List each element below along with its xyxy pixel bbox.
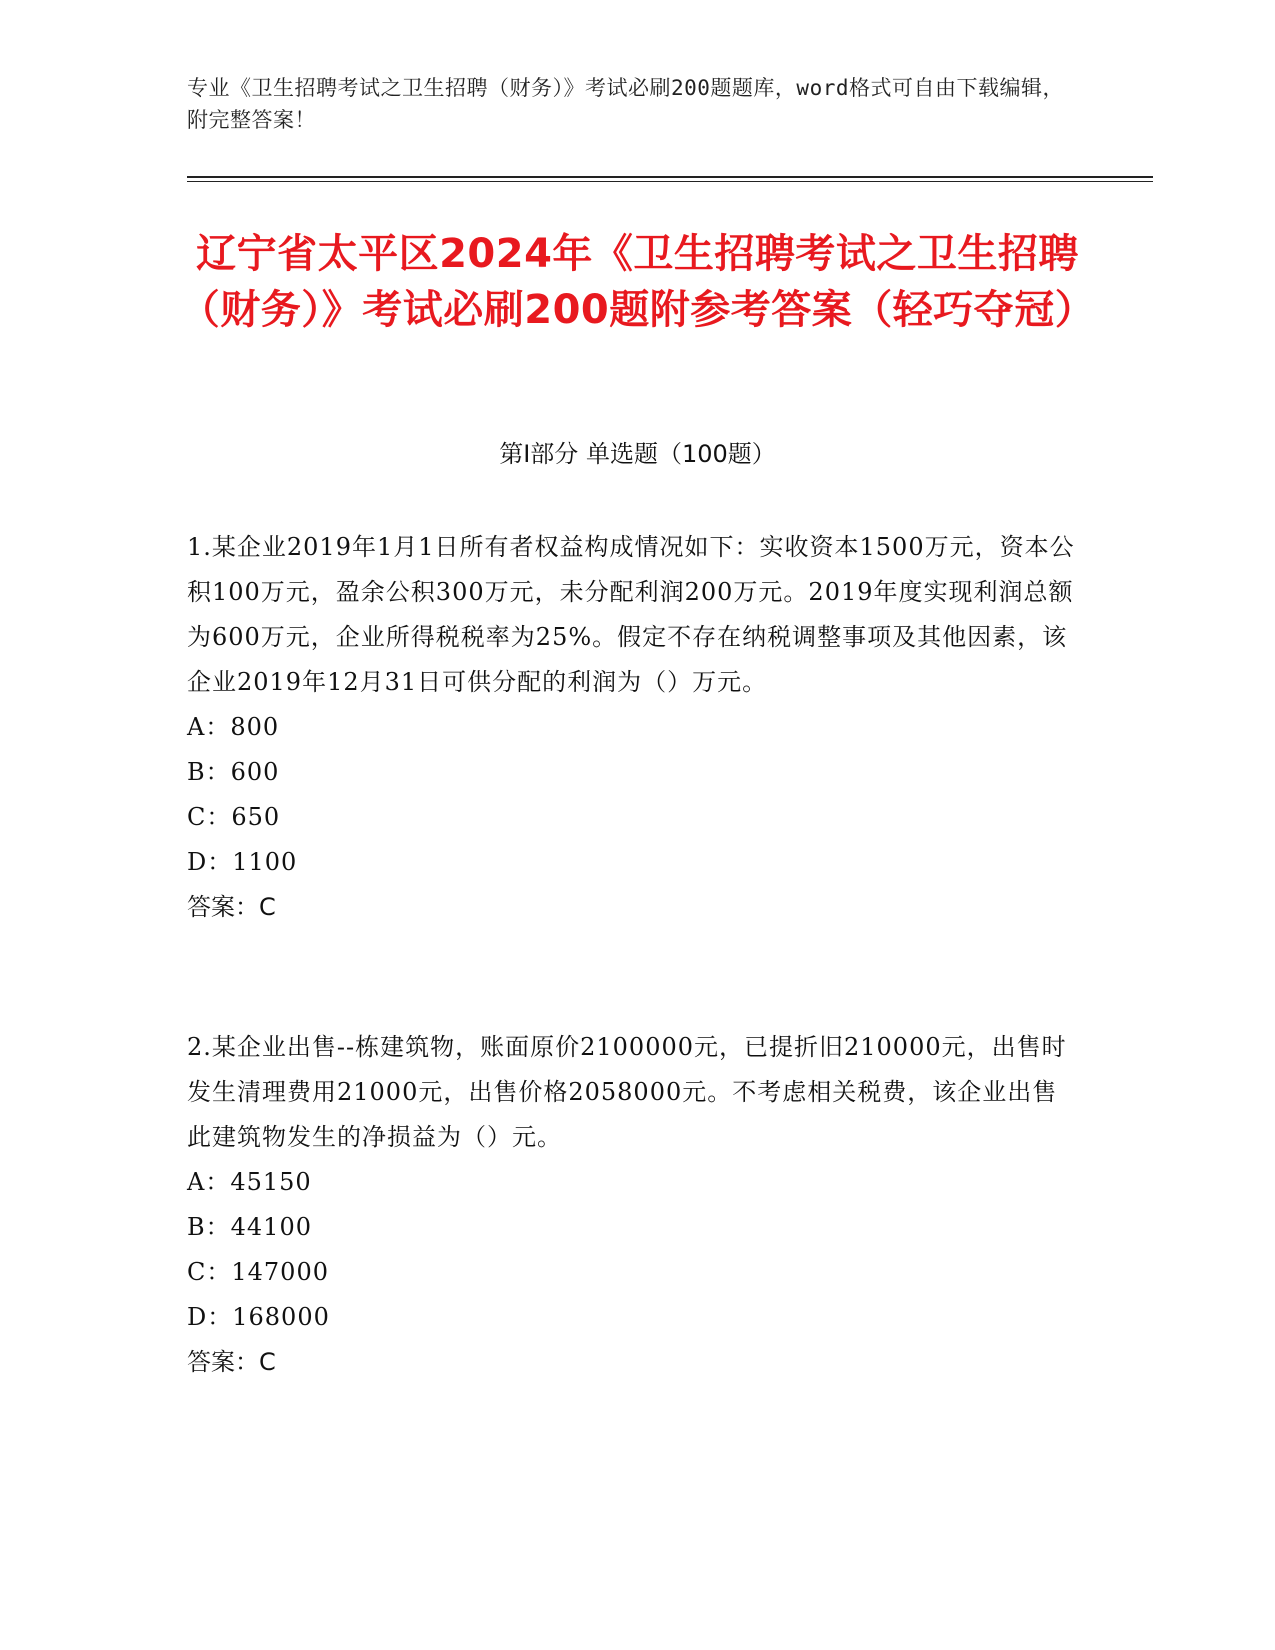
answer-line: 答案：C — [187, 1348, 276, 1376]
option-c: C：650 — [187, 803, 281, 831]
option-a: A：800 — [187, 713, 280, 741]
question-stem: 1.某企业2019年1月1日所有者权益构成情况如下：实收资本1500万元，资本公积100万元，盈余公积300万元，未分配利润200万元。2019年度实现利润总额为600万元，企业所得税税率为25%。假定不存在纳税调整事项及其他因素，该企业2019年12月31日可供分配的利润为（）万元。 — [187, 533, 1075, 696]
header-note: 专业《卫生招聘考试之卫生招聘（财务）》考试必刷200题题库，word格式可自由下载编辑，附完整答案！ — [187, 76, 1064, 132]
question-1 — [187, 525, 1077, 930]
document-title: 辽宁省太平区2024年《卫生招聘考试之卫生招聘（财务）》考试必刷200题附参考答案（轻巧夺冠） — [179, 231, 1096, 333]
option-c: C：147000 — [187, 1258, 329, 1286]
question-stem: 2.某企业出售--栋建筑物，账面原价2100000元，已提折旧210000元，出售时发生清理费用21000元，出售价格2058000元。不考虑相关税费，该企业出售此建筑物发生的净损益为（）元。 — [187, 1033, 1067, 1151]
option-b: B：600 — [187, 758, 280, 786]
option-d: D：168000 — [187, 1303, 330, 1331]
option-b: B：44100 — [187, 1213, 312, 1241]
question-2 — [187, 1025, 1077, 1385]
header-divider — [187, 176, 1153, 178]
header-divider-thin — [187, 181, 1153, 182]
section-heading: 第I部分 单选题（100题） — [499, 440, 776, 468]
option-d: D：1100 — [187, 848, 298, 876]
answer-line: 答案：C — [187, 893, 276, 921]
option-a: A：45150 — [187, 1168, 312, 1196]
